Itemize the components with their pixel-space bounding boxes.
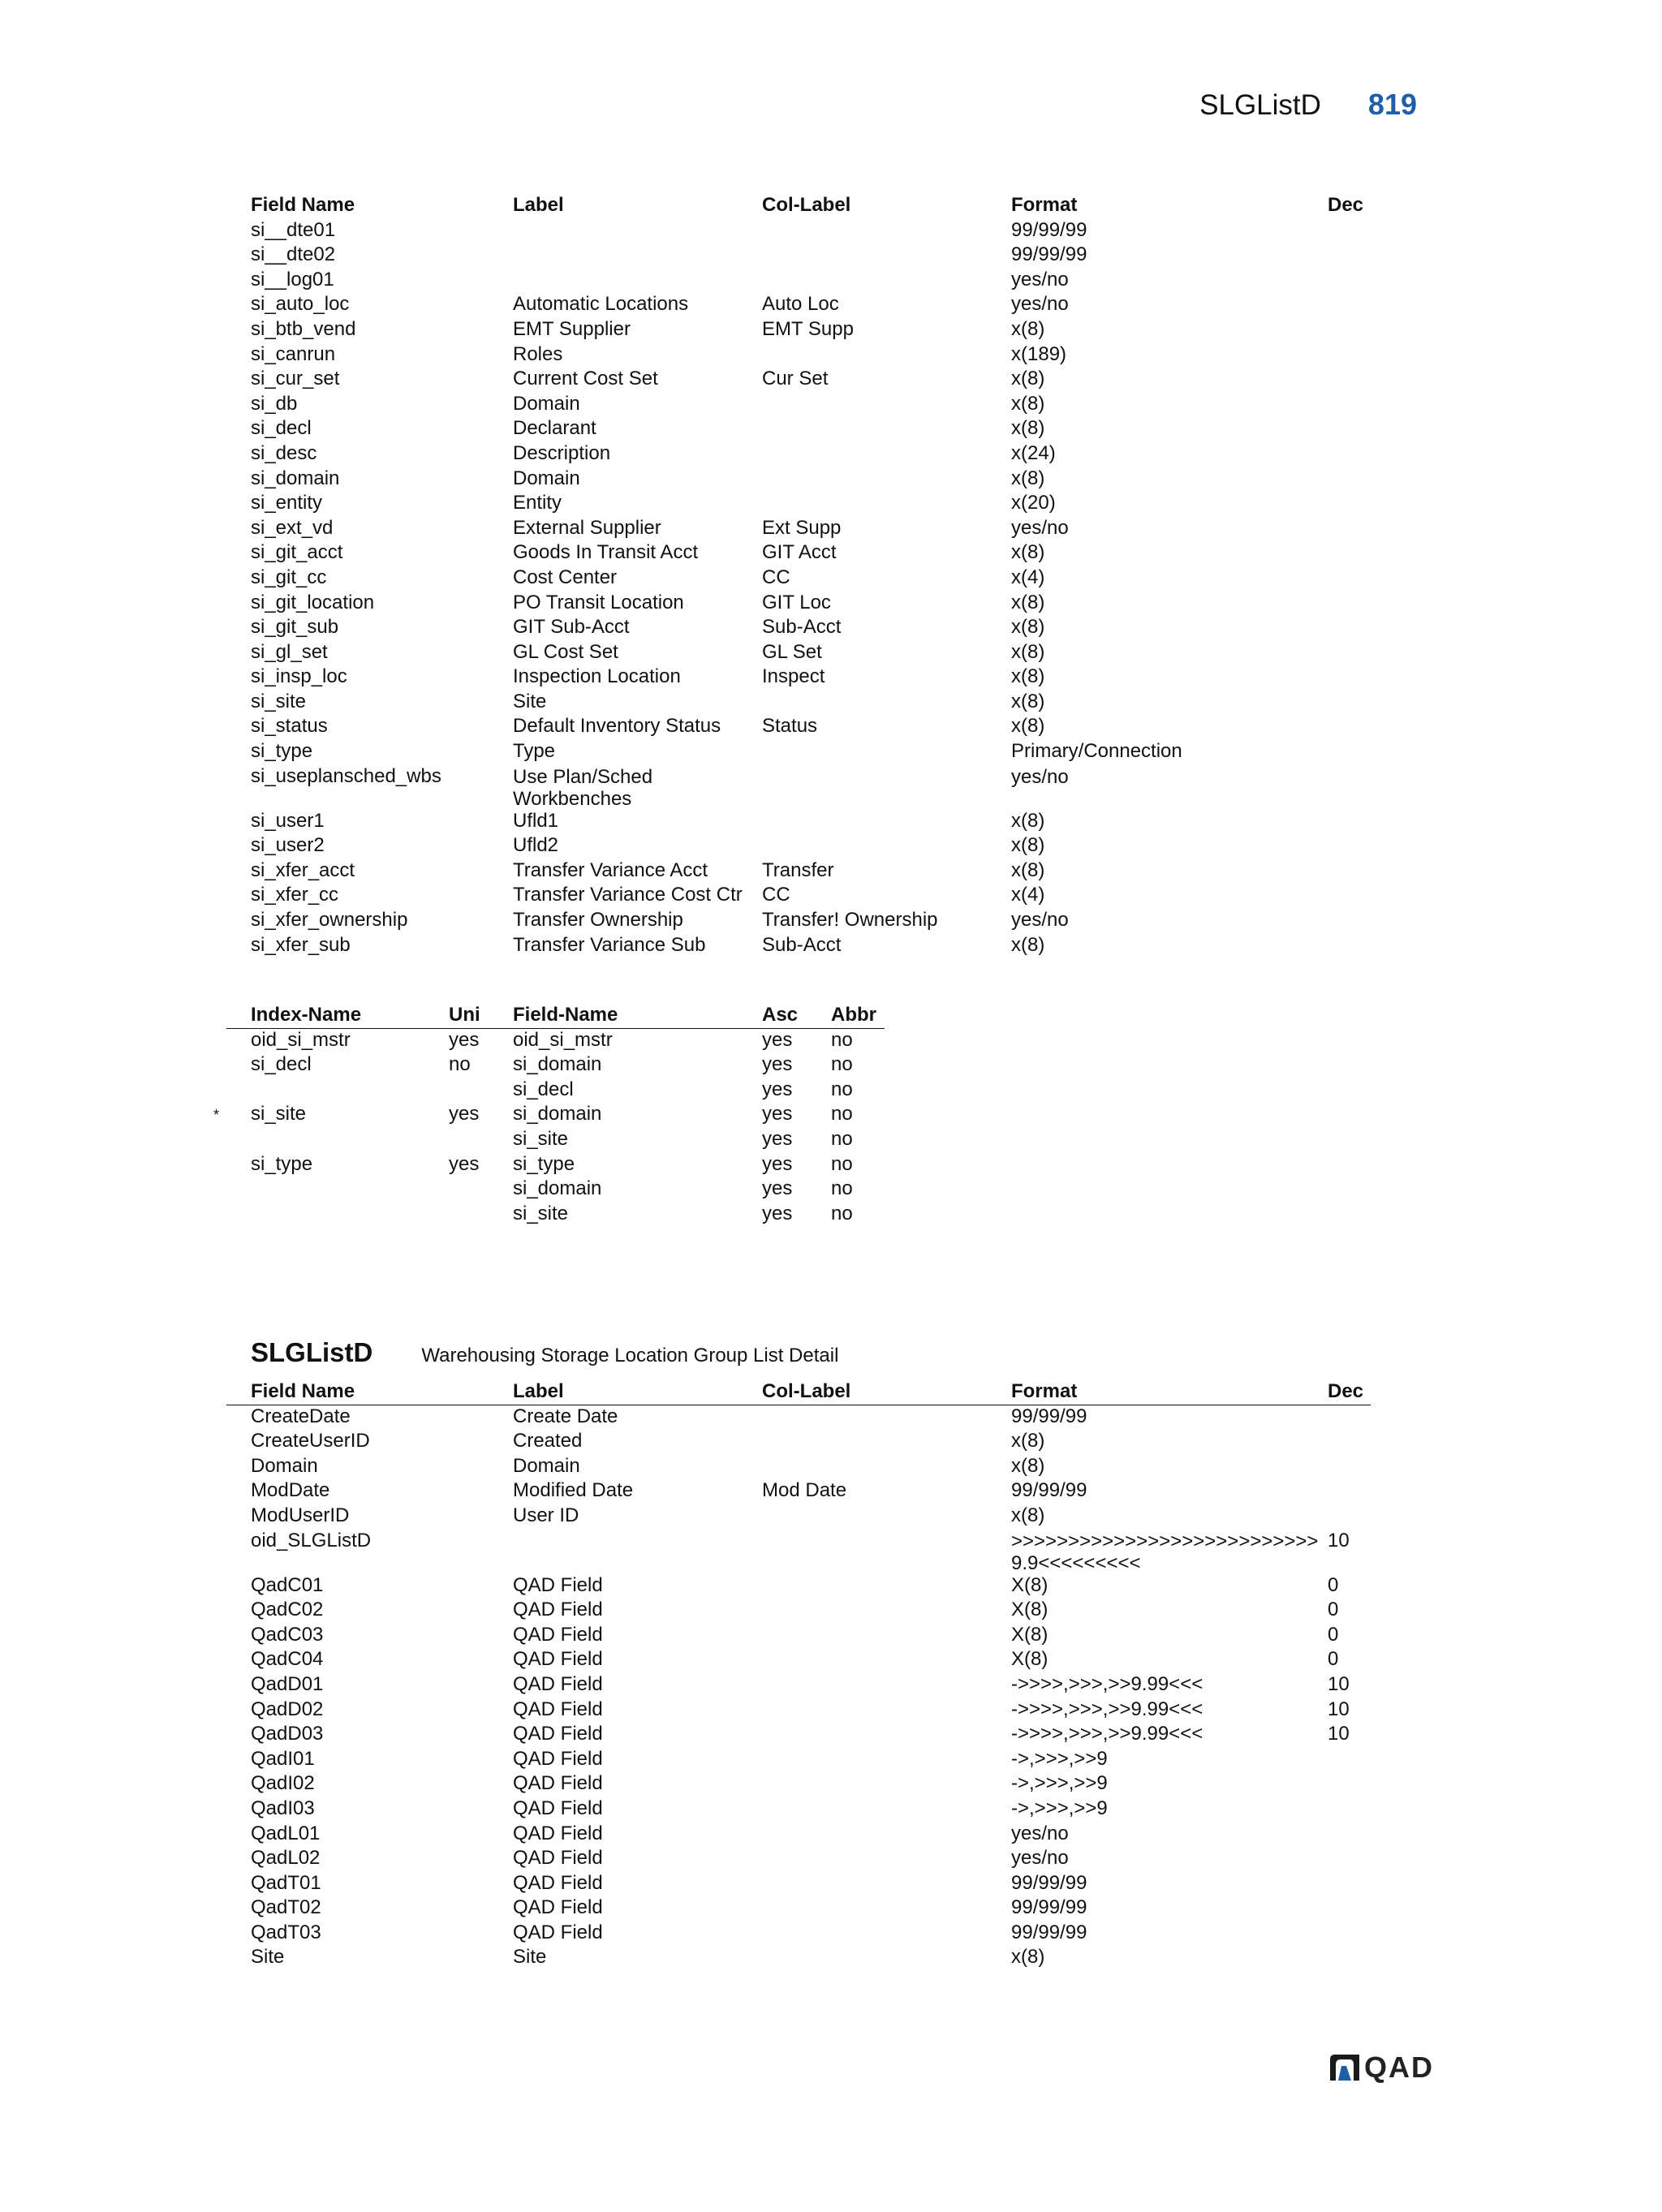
column-header-label: Label xyxy=(513,1380,564,1402)
dec-cell: 0 xyxy=(1328,1573,1339,1596)
format-cell: yes/no xyxy=(1011,293,1069,316)
field-name-cell: oid_SLGListD xyxy=(251,1529,372,1551)
field-name-cell: si__log01 xyxy=(251,268,334,290)
column-header-field-name: Field Name xyxy=(251,1380,355,1402)
qad-logo-text: QAD xyxy=(1364,2051,1434,2084)
label-cell: QAD Field xyxy=(513,1921,603,1943)
unique-cell: yes xyxy=(449,1103,480,1125)
ascending-cell: yes xyxy=(762,1127,793,1150)
label-cell: QAD Field xyxy=(513,1896,603,1919)
col-label-cell: GIT Loc xyxy=(762,591,831,613)
format-cell: x(8) xyxy=(1011,467,1045,489)
dec-cell: 10 xyxy=(1328,1529,1350,1551)
column-header-col-label: Col-Label xyxy=(762,1380,851,1402)
field-name-cell: si_domain xyxy=(251,467,340,489)
label-cell: QAD Field xyxy=(513,1623,603,1646)
page-number: 819 xyxy=(1367,88,1417,121)
ascending-cell: yes xyxy=(762,1152,793,1175)
format-cell: x(8) xyxy=(1011,541,1045,564)
field-name-cell: si_desc xyxy=(251,441,317,464)
field-name-cell: QadD01 xyxy=(251,1672,324,1695)
label-cell: QAD Field xyxy=(513,1822,603,1844)
unique-cell: yes xyxy=(449,1028,480,1051)
format-cell: yes/no xyxy=(1011,1822,1069,1844)
column-header-field-name: Field-Name xyxy=(513,1004,618,1026)
label-cell: Transfer Ownership xyxy=(513,909,683,932)
qad-logo-icon xyxy=(1328,2053,1361,2082)
field-name-cell: QadT01 xyxy=(251,1871,321,1894)
col-label-cell: Transfer xyxy=(762,859,834,881)
label-cell: QAD Field xyxy=(513,1772,603,1795)
col-label-cell: Sub-Acct xyxy=(762,933,842,956)
format-cell: x(8) xyxy=(1011,809,1045,832)
field-name-cell: QadI03 xyxy=(251,1797,315,1819)
field-name-cell: QadI02 xyxy=(251,1772,315,1795)
label-cell: QAD Field xyxy=(513,1648,603,1671)
column-header-field-name: Field Name xyxy=(251,194,355,216)
field-name-cell: QadL01 xyxy=(251,1822,321,1844)
field-name-cell: si_gl_set xyxy=(251,640,328,663)
format-cell: x(8) xyxy=(1011,640,1045,663)
label-cell: Cost Center xyxy=(513,566,618,588)
field-name-cell: ModDate xyxy=(251,1479,330,1502)
format-cell: x(8) xyxy=(1011,715,1045,738)
label-cell: Transfer Variance Sub xyxy=(513,933,706,956)
field-name-cell: CreateDate xyxy=(251,1405,351,1427)
abbreviated-cell: no xyxy=(831,1103,853,1125)
format-cell: 99/99/99 xyxy=(1011,1871,1087,1894)
dec-cell: 0 xyxy=(1328,1623,1339,1646)
format-cell: x(189) xyxy=(1011,342,1067,365)
field-name-cell: si_user1 xyxy=(251,809,325,832)
field-name-cell: QadC03 xyxy=(251,1623,324,1646)
label-cell: Site xyxy=(513,690,547,712)
label-cell: EMT Supplier xyxy=(513,317,631,340)
index-name-cell: si_decl xyxy=(251,1053,312,1076)
field-name-cell: si_xfer_cc xyxy=(251,884,339,906)
label-cell: Transfer Variance Cost Ctr xyxy=(513,884,743,906)
dec-cell: 10 xyxy=(1328,1698,1350,1720)
column-header-abbr: Abbr xyxy=(831,1004,876,1026)
format-cell: X(8) xyxy=(1011,1623,1048,1646)
label-cell: PO Transit Location xyxy=(513,591,684,613)
abbreviated-cell: no xyxy=(831,1028,853,1051)
label-cell: GL Cost Set xyxy=(513,640,618,663)
label-cell: Use Plan/Sched Workbenches xyxy=(513,765,653,810)
label-cell: External Supplier xyxy=(513,516,661,539)
field-name-cell: QadC01 xyxy=(251,1573,324,1596)
format-cell: 99/99/99 xyxy=(1011,1405,1087,1427)
column-header-label: Label xyxy=(513,194,564,216)
label-cell: Transfer Variance Acct xyxy=(513,859,708,881)
field-name-cell: si_insp_loc xyxy=(251,665,347,688)
field-name-cell: si_type xyxy=(513,1152,575,1175)
label-cell: Declarant xyxy=(513,417,596,440)
field-name-cell: si_site xyxy=(513,1127,569,1150)
label-cell: Modified Date xyxy=(513,1479,634,1502)
label-cell: User ID xyxy=(513,1504,579,1526)
label-cell: QAD Field xyxy=(513,1723,603,1745)
col-label-cell: Mod Date xyxy=(762,1479,847,1502)
label-cell: Create Date xyxy=(513,1405,618,1427)
format-cell: x(8) xyxy=(1011,1430,1045,1452)
ascending-cell: yes xyxy=(762,1177,793,1200)
label-cell: QAD Field xyxy=(513,1847,603,1870)
label-cell: QAD Field xyxy=(513,1747,603,1770)
qad-logo xyxy=(1328,2051,1434,2085)
header-title: SLGListD xyxy=(1199,89,1321,121)
col-label-cell: GL Set xyxy=(762,640,822,663)
field-name-cell: si_git_sub xyxy=(251,616,339,639)
field-name-cell: si_git_acct xyxy=(251,541,343,564)
field-name-cell: si_domain xyxy=(513,1177,602,1200)
column-header-index-name: Index-Name xyxy=(251,1004,362,1026)
label-cell: Roles xyxy=(513,342,563,365)
label-cell: GIT Sub-Acct xyxy=(513,616,630,639)
format-cell: x(8) xyxy=(1011,417,1045,440)
field-name-cell: si_auto_loc xyxy=(251,293,350,316)
field-name-cell: si_status xyxy=(251,715,328,738)
format-cell: x(8) xyxy=(1011,1504,1045,1526)
label-cell: Description xyxy=(513,441,611,464)
format-cell: 99/99/99 xyxy=(1011,218,1087,241)
field-name-cell: si_user2 xyxy=(251,834,325,857)
index-name-cell: oid_si_mstr xyxy=(251,1028,351,1051)
format-cell: 99/99/99 xyxy=(1011,1479,1087,1502)
format-cell: x(8) xyxy=(1011,368,1045,390)
ascending-cell: yes xyxy=(762,1202,793,1224)
format-cell: x(8) xyxy=(1011,834,1045,857)
field-name-cell: QadI01 xyxy=(251,1747,315,1770)
label-cell: QAD Field xyxy=(513,1797,603,1819)
dec-cell: 0 xyxy=(1328,1599,1339,1621)
field-name-cell: si_entity xyxy=(251,492,323,514)
column-header-dec: Dec xyxy=(1328,194,1364,216)
format-cell: yes/no xyxy=(1011,765,1069,788)
field-name-cell: si_decl xyxy=(251,417,312,440)
field-name-cell: QadT02 xyxy=(251,1896,321,1919)
abbreviated-cell: no xyxy=(831,1127,853,1150)
abbreviated-cell: no xyxy=(831,1177,853,1200)
column-header-col-label: Col-Label xyxy=(762,194,851,216)
field-name-cell: si_xfer_acct xyxy=(251,859,355,881)
format-cell: x(24) xyxy=(1011,441,1056,464)
column-header-dec: Dec xyxy=(1328,1380,1364,1402)
field-name-cell: si_site xyxy=(251,690,307,712)
format-cell: x(8) xyxy=(1011,859,1045,881)
format-cell: ->,>>>,>>9 xyxy=(1011,1747,1108,1770)
abbreviated-cell: no xyxy=(831,1202,853,1224)
field-name-cell: si_decl xyxy=(513,1078,574,1100)
field-name-cell: QadD03 xyxy=(251,1723,324,1745)
field-name-cell: QadL02 xyxy=(251,1847,321,1870)
field-name-cell: si_useplansched_wbs xyxy=(251,764,441,787)
format-cell: x(20) xyxy=(1011,492,1056,514)
format-cell: yes/no xyxy=(1011,268,1069,290)
format-cell: yes/no xyxy=(1011,516,1069,539)
format-cell: >>>>>>>>>>>>>>>>>>>>>>>>>>>9.9<<<<<<<<< xyxy=(1011,1530,1319,1574)
ascending-cell: yes xyxy=(762,1103,793,1125)
label-cell: Automatic Locations xyxy=(513,293,689,316)
col-label-cell: Transfer! Ownership xyxy=(762,909,938,932)
field-name-cell: ModUserID xyxy=(251,1504,350,1526)
format-cell: ->>>>,>>>,>>9.99<<< xyxy=(1011,1723,1203,1745)
column-header-uni: Uni xyxy=(449,1004,480,1026)
format-cell: yes/no xyxy=(1011,1847,1069,1870)
field-name-cell: QadD02 xyxy=(251,1698,324,1720)
col-label-cell: EMT Supp xyxy=(762,317,854,340)
format-cell: x(8) xyxy=(1011,591,1045,613)
format-cell: x(8) xyxy=(1011,690,1045,712)
ascending-cell: yes xyxy=(762,1028,793,1051)
field-name-cell: si_site xyxy=(513,1202,569,1224)
format-cell: 99/99/99 xyxy=(1011,243,1087,266)
field-name-cell: si_canrun xyxy=(251,342,336,365)
label-cell: Domain xyxy=(513,392,580,415)
col-label-cell: GIT Acct xyxy=(762,541,837,564)
format-cell: ->>>>,>>>,>>9.99<<< xyxy=(1011,1698,1203,1720)
field-name-cell: si__dte02 xyxy=(251,243,336,266)
field-name-cell: si_git_cc xyxy=(251,566,327,588)
label-cell: QAD Field xyxy=(513,1599,603,1621)
format-cell: ->>>>,>>>,>>9.99<<< xyxy=(1011,1672,1203,1695)
field-name-cell: Domain xyxy=(251,1454,318,1477)
col-label-cell: Inspect xyxy=(762,665,825,688)
abbreviated-cell: no xyxy=(831,1078,853,1100)
format-cell: ->,>>>,>>9 xyxy=(1011,1797,1108,1819)
ascending-cell: yes xyxy=(762,1078,793,1100)
section-title xyxy=(251,1337,838,1368)
label-cell: Type xyxy=(513,740,556,763)
format-cell: x(8) xyxy=(1011,616,1045,639)
primary-index-marker: * xyxy=(213,1107,220,1124)
format-cell: x(8) xyxy=(1011,317,1045,340)
label-cell: Domain xyxy=(513,1454,580,1477)
running-header xyxy=(1199,88,1417,131)
field-name-cell: si_btb_vend xyxy=(251,317,356,340)
table-name: SLGListD xyxy=(251,1337,373,1367)
col-label-cell: Ext Supp xyxy=(762,516,842,539)
label-cell: Inspection Location xyxy=(513,665,681,688)
format-cell: 99/99/99 xyxy=(1011,1921,1087,1943)
label-cell: QAD Field xyxy=(513,1698,603,1720)
field-name-cell: si_domain xyxy=(513,1053,602,1076)
format-cell: yes/no xyxy=(1011,909,1069,932)
field-name-cell: si_git_location xyxy=(251,591,375,613)
label-cell: Ufld1 xyxy=(513,809,559,832)
column-header-asc: Asc xyxy=(762,1004,799,1026)
field-name-cell: si_domain xyxy=(513,1103,602,1125)
col-label-cell: Status xyxy=(762,715,818,738)
label-cell: Default Inventory Status xyxy=(513,715,721,738)
field-name-cell: QadC02 xyxy=(251,1599,324,1621)
table-description: Warehousing Storage Location Group List Detail xyxy=(421,1345,839,1366)
field-name-cell: si_cur_set xyxy=(251,368,340,390)
field-name-cell: si_type xyxy=(251,740,313,763)
dec-cell: 10 xyxy=(1328,1672,1350,1695)
unique-cell: no xyxy=(449,1053,471,1076)
field-name-cell: QadT03 xyxy=(251,1921,321,1943)
dec-cell: 0 xyxy=(1328,1648,1339,1671)
field-name-cell: oid_si_mstr xyxy=(513,1028,613,1051)
col-label-cell: Sub-Acct xyxy=(762,616,842,639)
label-cell: Current Cost Set xyxy=(513,368,658,390)
index-name-cell: si_site xyxy=(251,1103,307,1125)
format-cell: X(8) xyxy=(1011,1648,1048,1671)
format-cell: x(8) xyxy=(1011,1454,1045,1477)
label-cell: QAD Field xyxy=(513,1871,603,1894)
label-cell: Goods In Transit Acct xyxy=(513,541,699,564)
format-cell: x(8) xyxy=(1011,1946,1045,1969)
label-cell: Entity xyxy=(513,492,562,514)
dec-cell: 10 xyxy=(1328,1723,1350,1745)
field-name-cell: si_db xyxy=(251,392,298,415)
unique-cell: yes xyxy=(449,1152,480,1175)
format-cell: x(8) xyxy=(1011,665,1045,688)
index-name-cell: si_type xyxy=(251,1152,313,1175)
field-name-cell: CreateUserID xyxy=(251,1430,370,1452)
label-cell: QAD Field xyxy=(513,1573,603,1596)
col-label-cell: CC xyxy=(762,884,790,906)
col-label-cell: CC xyxy=(762,566,790,588)
format-cell: x(4) xyxy=(1011,884,1045,906)
format-cell: x(8) xyxy=(1011,392,1045,415)
field-name-cell: si_xfer_sub xyxy=(251,933,351,956)
abbreviated-cell: no xyxy=(831,1152,853,1175)
format-cell: Primary/Connection xyxy=(1011,740,1182,763)
label-cell: Site xyxy=(513,1946,547,1969)
col-label-cell: Cur Set xyxy=(762,368,829,390)
format-cell: ->,>>>,>>9 xyxy=(1011,1772,1108,1795)
format-cell: X(8) xyxy=(1011,1599,1048,1621)
abbreviated-cell: no xyxy=(831,1053,853,1076)
format-cell: X(8) xyxy=(1011,1573,1048,1596)
ascending-cell: yes xyxy=(762,1053,793,1076)
column-header-format: Format xyxy=(1011,1380,1078,1402)
field-name-cell: Site xyxy=(251,1946,285,1969)
field-name-cell: si_xfer_ownership xyxy=(251,909,408,932)
field-name-cell: si_ext_vd xyxy=(251,516,334,539)
label-cell: Ufld2 xyxy=(513,834,559,857)
label-cell: Created xyxy=(513,1430,583,1452)
column-header-format: Format xyxy=(1011,194,1078,216)
field-name-cell: QadC04 xyxy=(251,1648,324,1671)
label-cell: QAD Field xyxy=(513,1672,603,1695)
label-cell: Domain xyxy=(513,467,580,489)
format-cell: x(4) xyxy=(1011,566,1045,588)
format-cell: x(8) xyxy=(1011,933,1045,956)
col-label-cell: Auto Loc xyxy=(762,293,839,316)
field-name-cell: si__dte01 xyxy=(251,218,336,241)
format-cell: 99/99/99 xyxy=(1011,1896,1087,1919)
